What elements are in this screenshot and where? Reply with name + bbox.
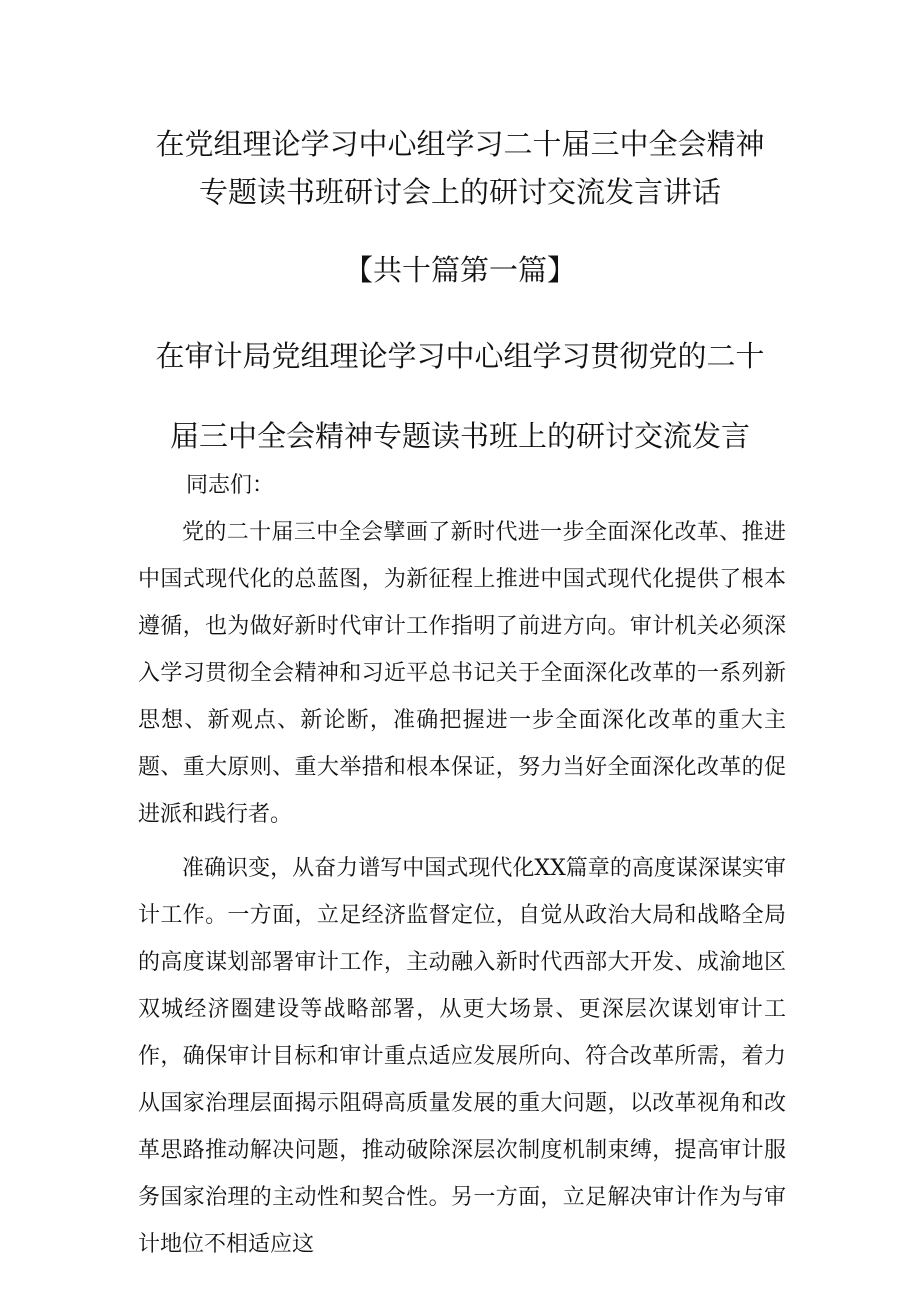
greeting: 同志们： <box>186 473 275 498</box>
document-title-line-1: 在党组理论学习中心组学习二十届三中全会精神 <box>155 127 765 161</box>
speech-title-line-2: 届三中全会精神专题读书班上的研讨交流发言 <box>169 419 750 453</box>
body-paragraph-2: 准确识变，从奋力谱写中国式现代化XX篇章的高度谋深谋实审计工作。一方面，立足经济监督定位，自觉从政治大局和战略全局的高度谋划部署审计工作，主动融入新时代西部大开发、成渝地区双城经济圈建设等战略部署，从更大场景、更深层次谋划审计工作，确保审计目标和审计重点适应发展所向、符合改革所需，着力从国家治理层面揭示阻碍高质量发展的重大问题，以改革视角和改革思路推动解决问题，推动破除深层次制度机制束缚，提高审计服务国家治理的主动性和契合性。另一方面，立足解决审计作为与审计地位不相适应这 <box>138 856 786 1257</box>
document-body <box>138 462 786 1268</box>
body-paragraph-1: 党的二十届三中全会擘画了新时代进一步全面深化改革、推进中国式现代化的总蓝图，为新征程上推进中国式现代化提供了根本遵循，也为做好新时代审计工作指明了前进方向。审计机关必须深入学习贯彻全会精神和习近平总书记关于全面深化改革的一系列新思想、新观点、新论断，准确把握进一步全面深化改革的重大主题、重大原则、重大举措和根本保证，努力当好全面深化改革的促进派和践行者。 <box>138 520 786 827</box>
speech-title-line-1: 在审计局党组理论学习中心组学习贯彻党的二十 <box>155 339 765 373</box>
document-title-line-2: 专题读书班研讨会上的研讨交流发言讲话 <box>198 175 721 209</box>
document-subtitle: 【共十篇第一篇】 <box>343 253 576 287</box>
